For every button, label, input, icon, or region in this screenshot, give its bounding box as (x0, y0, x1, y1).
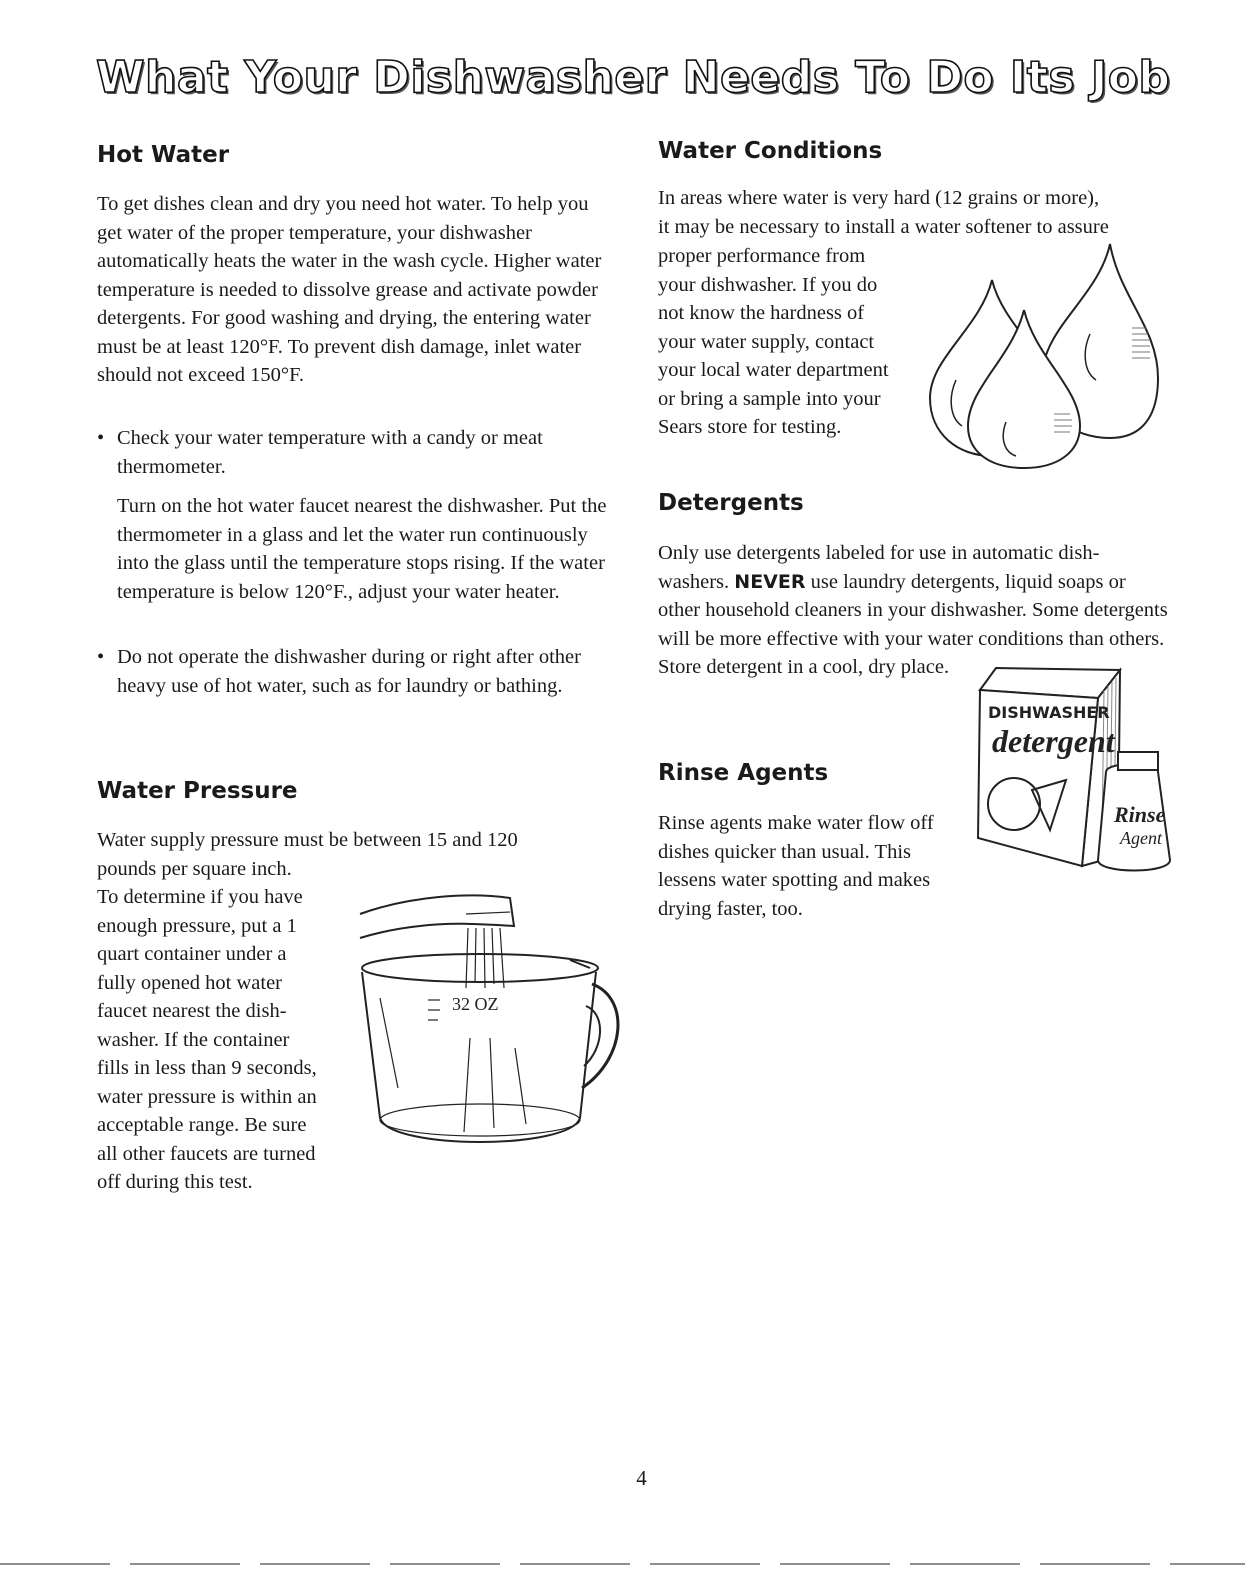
detergents-never-emphasis: NEVER (734, 570, 806, 593)
hot-water-heading: Hot Water (97, 142, 230, 168)
box-label-2: detergent (992, 723, 1115, 759)
bullet-icon: • (97, 646, 105, 668)
rinse-agents-heading: Rinse Agents (658, 760, 829, 786)
detergents-heading: Detergents (658, 490, 804, 516)
detergents-text-end: use laundry detergents, liquid soaps or other household cleaners in your dishwasher. Some detergents will be more effective with your water conditions than others. Store detergent in a cool, dry place. (658, 570, 1168, 678)
water-pressure-line-1: Water supply pressure must be between 15 and 120 (97, 829, 518, 851)
water-drops-illustration (920, 238, 1160, 470)
water-pressure-line: fully opened hot water (97, 971, 283, 994)
water-stream (466, 928, 504, 988)
water-pressure-line: washer. If the container (97, 1028, 290, 1051)
bullet-icon: • (97, 427, 105, 449)
water-conditions-line: proper performance from (658, 245, 866, 267)
hot-water-bullet-1-followup: Turn on the hot water faucet nearest the dishwasher. Put the thermometer in a glass and let the water run continuously into the glass until the temperature stops rising. If the water temperature is below 120°F., adjust your water heater. (117, 495, 607, 603)
water-pressure-line: faucet nearest the dish- (97, 1000, 287, 1022)
water-pressure-line: quart container under a (97, 943, 287, 965)
water-conditions-line: your dishwasher. If you do (658, 273, 878, 296)
faucet-measuring-cup-illustration (340, 888, 630, 1178)
faucet-icon (360, 895, 514, 938)
water-pressure-line: fills in less than 9 seconds, (97, 1057, 317, 1079)
detergents-text-start: Only use detergents labeled for use in automatic dish-washers. (658, 542, 1100, 593)
water-pressure-heading: Water Pressure (97, 778, 298, 804)
rinse-agents-line: Rinse agents make water flow off (658, 812, 934, 834)
water-pressure-line: water pressure is within an (97, 1085, 317, 1108)
cup-measure-label: 32 OZ (452, 994, 499, 1014)
water-conditions-text (658, 242, 889, 442)
water-conditions-heading: Water Conditions (658, 138, 883, 164)
water-pressure-line-2: pounds per square inch. (97, 858, 292, 880)
hot-water-bullet-1 (97, 424, 617, 481)
rinse-agents-line: lessens water spotting and makes (658, 869, 931, 891)
water-pressure-line: all other faucets are turned (97, 1142, 316, 1165)
water-conditions-line: Sears store for testing. (658, 416, 842, 438)
water-pressure-line: acceptable range. Be sure (97, 1114, 307, 1136)
rinse-agents-line: dishes quicker than usual. This (658, 840, 911, 863)
rinse-agents-text (658, 809, 934, 923)
page-number: 4 (636, 1466, 647, 1490)
water-conditions-line: your water supply, contact (658, 330, 875, 353)
detergent-box-and-rinse-bottle-illustration (972, 660, 1187, 890)
water-pressure-line: enough pressure, put a 1 (97, 914, 297, 937)
bullet-2-text: Do not operate the dishwasher during or right after other heavy use of hot water, such as for laundry or bathing. (117, 646, 581, 697)
water-conditions-line: not know the hardness of (658, 302, 865, 324)
bullet-1-text: Check your water temperature with a candy or meat thermometer. (117, 427, 543, 478)
bottle-label-1: Rinse (1114, 802, 1166, 827)
cup-rim (362, 954, 598, 982)
water-conditions-line-2: it may be necessary to install a water softener to assure (658, 216, 1109, 238)
hot-water-bullet-2 (97, 643, 617, 700)
bottle-label-2: Agent (1120, 828, 1162, 848)
rinse-agents-line: drying faster, too. (658, 897, 803, 920)
water-conditions-line: or bring a sample into your (658, 387, 881, 410)
bottom-rule (0, 1563, 1245, 1565)
water-pressure-line: off during this test. (97, 1171, 253, 1193)
hot-water-intro: To get dishes clean and dry you need hot water. To help you get water of the proper temperature, your dishwasher automatically heats the water in the wash cycle. Higher water temperature is needed to dissolve grease and activate powder detergents. For good washing and drying, the entering water must be at least 120°F. To prevent dish damage, inlet water should not exceed 150°F. (97, 193, 602, 386)
page-title: What Your Dishwasher Needs To Do Its Job (96, 52, 1171, 103)
water-pressure-line: To determine if you have (97, 886, 303, 908)
box-label-1: DISHWASHER (988, 703, 1110, 722)
water-conditions-line: your local water department (658, 359, 889, 381)
water-pressure-text (97, 883, 317, 1197)
water-conditions-line-1: In areas where water is very hard (12 grains or more), (658, 187, 1100, 209)
